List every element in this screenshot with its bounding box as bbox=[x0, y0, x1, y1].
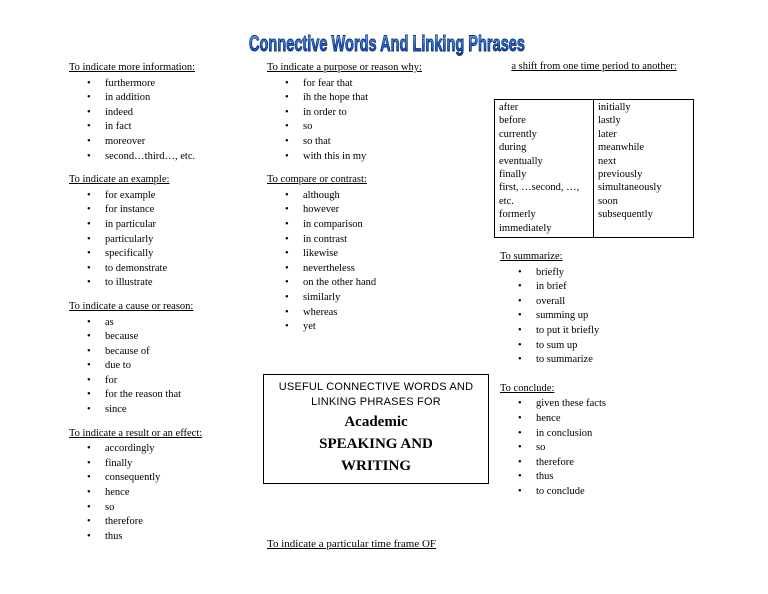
list-item: • in order to bbox=[267, 106, 487, 121]
list-item: • to sum up bbox=[500, 339, 700, 354]
table-item: first, …second, …, etc. bbox=[499, 182, 580, 207]
section-compare-contrast bbox=[267, 173, 487, 335]
list-item: • in addition bbox=[69, 91, 259, 106]
list-item: • therefore bbox=[500, 456, 700, 471]
list-item: • consequently bbox=[69, 471, 259, 486]
list-item: • so that bbox=[267, 135, 487, 150]
list-item: • finally bbox=[69, 457, 259, 472]
time-shift-right-cell bbox=[594, 100, 693, 237]
list-item: • to demonstrate bbox=[69, 262, 259, 277]
table-item: before bbox=[499, 115, 526, 127]
section-conclude bbox=[500, 382, 700, 500]
phrase-list bbox=[69, 442, 259, 544]
table-item: subsequently bbox=[598, 209, 653, 221]
title-box-writing: WRITING bbox=[340, 458, 411, 474]
table-item: during bbox=[499, 142, 527, 154]
list-item: • to illustrate bbox=[69, 276, 259, 291]
list-item: • for instance bbox=[69, 203, 259, 218]
table-item: initially bbox=[598, 102, 631, 113]
section-heading: To compare or contrast: bbox=[267, 174, 367, 186]
list-item: • ih the hope that bbox=[267, 91, 487, 106]
left-column bbox=[69, 61, 259, 553]
list-item: • so bbox=[267, 120, 487, 135]
section-heading: To indicate more information: bbox=[69, 62, 196, 73]
list-item: • similarly bbox=[267, 291, 487, 306]
list-item: • therefore bbox=[69, 515, 259, 530]
list-item: • in contrast bbox=[267, 233, 487, 248]
table-item: previously bbox=[598, 169, 643, 181]
list-item: • although bbox=[267, 189, 487, 204]
title-box bbox=[263, 374, 489, 484]
table-item: next bbox=[598, 155, 617, 167]
list-item: • in particular bbox=[69, 218, 259, 233]
section-result-effect bbox=[69, 427, 259, 545]
section-heading: To conclude: bbox=[500, 382, 555, 394]
section-heading: To indicate a purpose or reason why: bbox=[267, 62, 422, 73]
list-item: • as bbox=[69, 316, 259, 331]
wordart-title-text: Connective Words And Linking Phrases bbox=[249, 31, 525, 56]
table-item: finally bbox=[499, 169, 527, 181]
list-item: • particularly bbox=[69, 233, 259, 248]
section-heading: To indicate a result or an effect: bbox=[69, 427, 203, 439]
section-heading: To indicate a cause or reason: bbox=[69, 300, 194, 312]
title-box-subtitle: USEFUL CONNECTIVE WORDS AND LINKING PHRASES FOR bbox=[278, 381, 474, 408]
phrase-list bbox=[267, 77, 487, 165]
table-item: simultaneously bbox=[598, 182, 662, 194]
section-purpose-reason bbox=[267, 61, 487, 164]
list-item: • on the other hand bbox=[267, 276, 487, 291]
section-example bbox=[69, 173, 259, 291]
phrase-list bbox=[500, 397, 700, 499]
list-item: • to summarize bbox=[500, 353, 700, 368]
list-item: • for example bbox=[69, 189, 259, 204]
time-shift-heading-block bbox=[494, 60, 694, 75]
list-item: • thus bbox=[500, 470, 700, 485]
list-item: • yet bbox=[267, 320, 487, 335]
list-item: • nevertheless bbox=[267, 262, 487, 277]
table-item: after bbox=[499, 102, 519, 113]
list-item: • accordingly bbox=[69, 442, 259, 457]
list-item: • given these facts bbox=[500, 397, 700, 412]
list-item: • briefly bbox=[500, 266, 700, 281]
list-item: • likewise bbox=[267, 247, 487, 262]
table-item: meanwhile bbox=[598, 142, 645, 154]
list-item: • whereas bbox=[267, 306, 487, 321]
time-shift-left-cell bbox=[495, 100, 594, 237]
table-item: eventually bbox=[499, 155, 543, 167]
list-item: • indeed bbox=[69, 106, 259, 121]
phrase-list bbox=[267, 189, 487, 335]
list-item: • because of bbox=[69, 345, 259, 360]
list-item: • hence bbox=[69, 486, 259, 501]
list-item: • second…third…, etc. bbox=[69, 150, 259, 165]
table-item: formerly bbox=[499, 209, 536, 221]
list-item: • hence bbox=[500, 412, 700, 427]
right-column bbox=[500, 250, 700, 509]
list-item: • so bbox=[69, 501, 259, 516]
list-item: • moreover bbox=[69, 135, 259, 150]
list-item: • due to bbox=[69, 359, 259, 374]
section-heading: To summarize: bbox=[500, 251, 563, 262]
list-item: • so bbox=[500, 441, 700, 456]
list-item: • in comparison bbox=[267, 218, 487, 233]
section-more-information bbox=[69, 61, 259, 164]
table-item: immediately bbox=[499, 222, 552, 234]
list-item: • since bbox=[69, 403, 259, 418]
list-item: • overall bbox=[500, 295, 700, 310]
list-item: • to conclude bbox=[500, 485, 700, 500]
section-summarize bbox=[500, 250, 700, 368]
phrase-list bbox=[69, 189, 259, 291]
phrase-list bbox=[69, 77, 259, 165]
table-item: later bbox=[598, 128, 617, 140]
wordart-title bbox=[246, 28, 528, 58]
section-heading: To indicate an example: bbox=[69, 174, 170, 186]
list-item: • furthermore bbox=[69, 77, 259, 92]
list-item: • to put it briefly bbox=[500, 324, 700, 339]
table-item: lastly bbox=[598, 115, 621, 127]
time-frame-heading: To indicate a particular time frame OF bbox=[267, 538, 437, 550]
phrase-list bbox=[69, 316, 259, 418]
middle-column bbox=[267, 61, 487, 344]
list-item: • for fear that bbox=[267, 77, 487, 92]
section-cause-reason bbox=[69, 300, 259, 418]
title-box-academic: Academic bbox=[344, 414, 408, 430]
time-shift-table bbox=[494, 99, 694, 238]
table-item: currently bbox=[499, 128, 537, 140]
list-item: • with this in my bbox=[267, 150, 487, 165]
list-item: • because bbox=[69, 330, 259, 345]
list-item: • in fact bbox=[69, 120, 259, 135]
list-item: • in brief bbox=[500, 280, 700, 295]
list-item: • for the reason that bbox=[69, 388, 259, 403]
time-shift-heading: a shift from one time period to another: bbox=[511, 61, 677, 72]
table-item: soon bbox=[598, 195, 618, 207]
list-item: • thus bbox=[69, 530, 259, 545]
title-box-speaking: SPEAKING AND bbox=[319, 436, 433, 452]
list-item: • for bbox=[69, 374, 259, 389]
phrase-list bbox=[500, 266, 700, 368]
list-item: • in conclusion bbox=[500, 427, 700, 442]
list-item: • specifically bbox=[69, 247, 259, 262]
list-item: • however bbox=[267, 203, 487, 218]
list-item: • summing up bbox=[500, 309, 700, 324]
